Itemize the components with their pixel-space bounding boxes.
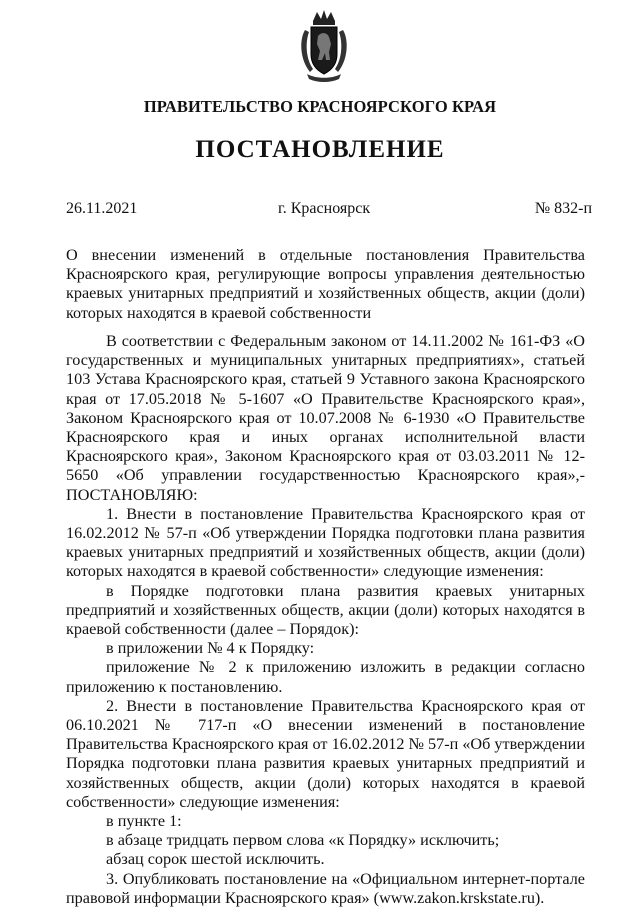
- document-date: 26.11.2021: [66, 200, 138, 217]
- body-paragraph: абзац сорок шестой исключить.: [106, 850, 325, 869]
- body-paragraph: в пункте 1:: [106, 812, 182, 831]
- body-paragraph: приложение № 2 к приложению изложить в редакции согласно приложению к постановлению.: [66, 658, 585, 696]
- clause-2-paragraph: 2. Внести в постановление Правительства Красноярского края от 06.10.2021 № 717-п «О внесении изменений в постановление Правительства Красноярского края от 16.02.2012 № 57-п «Об утверждении Порядка подготовки плана развития краевых унитарных предприятий и хозяйственных обществ, акции (доли) которых находятся в краевой собственности» следующие изменения:: [66, 696, 585, 811]
- subject-text: О внесении изменений в отдельные постановления Правительства Красноярского края, регулирующие вопросы управления деятельностью краевых унитарных предприятий и хозяйственных обществ, акции (доли) которых находятся в краевой собственности: [66, 246, 585, 322]
- body-paragraph: в приложении № 4 к Порядку:: [106, 639, 315, 658]
- document-type-title: ПОСТАНОВЛЕНИЕ: [195, 136, 445, 163]
- document-number: № 832-п: [534, 200, 592, 217]
- body-paragraph: в абзаце тридцать первом слова «к Порядку» исключить;: [106, 831, 500, 850]
- organization-title: ПРАВИТЕЛЬСТВО КРАСНОЯРСКОГО КРАЯ: [143, 97, 497, 116]
- document-city: г. Красноярск: [278, 200, 371, 217]
- document-subject: [66, 246, 585, 323]
- coat-of-arms-icon: [296, 8, 352, 84]
- body-paragraph: в Порядке подготовки плана развития краевых унитарных предприятий и хозяйственных обществ, акции (доли) которых находятся в краевой собственности (далее – Порядок):: [66, 581, 585, 639]
- preamble-paragraph: В соответствии с Федеральным законом от 14.11.2002 № 161-ФЗ «О государственных и муниципальных унитарных предприятиях», статьей 103 Устава Красноярского края, статьей 9 Уставного закона Красноярского края от 17.05.2018 № 5-1607 «О Правительстве Красноярского края», Законом Красноярского края от 10.07.2008 № 6-1930 «О Правительстве Красноярского края и иных органах исполнительной власти Красноярского края», Законом Красноярского края от 03.03.2011 № 12-5650 «Об управлении государственностью Красноярского края»,-ПОСТАНОВЛЯЮ:: [66, 332, 585, 504]
- clause-1-paragraph: 1. Внести в постановление Правительства Красноярского края от 16.02.2012 № 57-п «Об утверждении Порядка подготовки плана развития краевых унитарных предприятий и хозяйственных обществ, акции (доли) которых находятся в краевой собственности» следующие изменения:: [66, 504, 585, 581]
- clause-3-paragraph: 3. Опубликовать постановление на «Официальном интернет-портале правовой информации Красноярского края» (www.zakon.krskstate.ru).: [66, 869, 585, 907]
- document-body: [66, 332, 585, 908]
